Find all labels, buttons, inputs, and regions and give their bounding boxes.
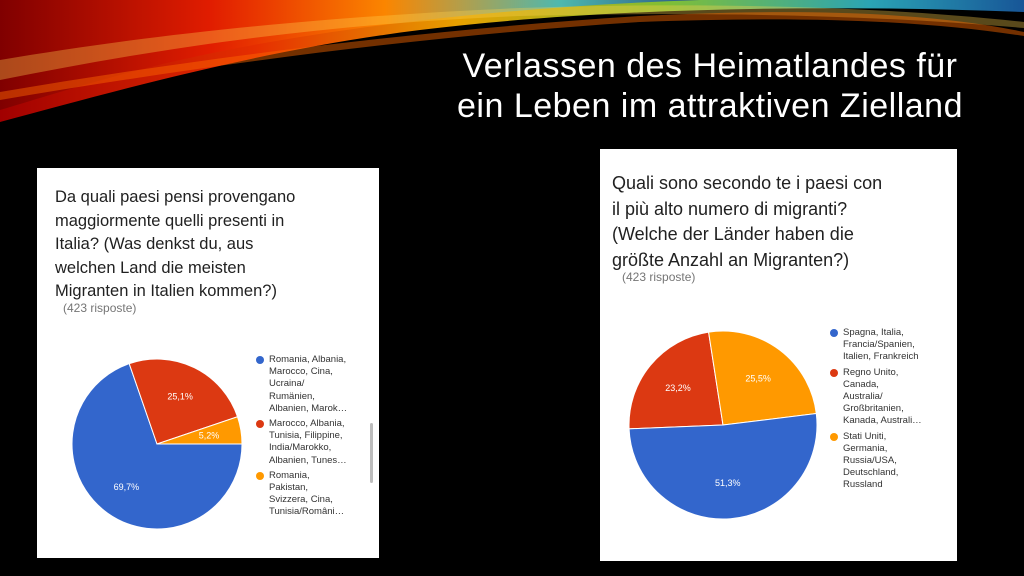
pie-slice-label: 51,3%: [714, 478, 741, 489]
question-line: Quali sono secondo te i paesi con: [612, 173, 883, 193]
legend-label: Regno Unito, Canada, Australia/ Großbritanien, Kanada, Australi…: [843, 366, 922, 427]
survey-card-origin-countries: [37, 168, 379, 558]
question-line: welchen Land die meisten: [55, 258, 246, 277]
legend-item: [830, 431, 950, 492]
question-text: [612, 171, 882, 273]
legend-label: Spagna, Italia, Francia/Spanien, Italien, Frankreich: [843, 327, 919, 363]
legend-item: [830, 327, 950, 364]
pie-chart: [625, 327, 821, 523]
legend-item: [256, 354, 368, 415]
response-count: (423 risposte): [63, 301, 137, 315]
question-line: Italia? (Was denkst du, aus: [55, 235, 254, 253]
question-line: Da quali paesi pensi provengano: [55, 188, 296, 206]
legend-scrollbar[interactable]: [370, 423, 373, 483]
pie-slice-label: 23,2%: [665, 382, 691, 393]
slide-title-line-2: ein Leben im attraktiven Zielland: [457, 87, 963, 125]
survey-card-destination-countries: [600, 149, 957, 561]
legend-label: Marocco, Albania, Tunisia, Filippine, India/Marokko, Albanien, Tunes…: [269, 418, 347, 466]
question-line: Migranten in Italien kommen?): [55, 282, 277, 300]
legend-swatch: [830, 433, 838, 441]
chart-legend: [830, 327, 950, 495]
slide-title-line-1: Verlassen des Heimatlandes für: [462, 47, 958, 85]
pie-chart: [67, 354, 247, 534]
pie-slice-label: 25,5%: [745, 373, 771, 384]
pie-slice-label: 25,1%: [167, 391, 193, 402]
pie-slice-label: 69,7%: [113, 481, 140, 492]
legend-swatch: [830, 329, 838, 337]
legend-swatch: [830, 369, 838, 377]
legend-label: Romania, Pakistan, Svizzera, Cina, Tunisia/Români…: [269, 469, 345, 518]
question-line: größte Anzahl an Migranten?): [612, 249, 850, 270]
legend-label: Romania, Albania, Marocco, Cina, Ucraina/ Rumänien, Albanien, Marok…: [269, 354, 348, 414]
slide-title: [420, 46, 1000, 126]
question-line: maggiormente quelli presenti in: [55, 211, 285, 230]
legend-item: [830, 367, 950, 428]
question-text: [55, 186, 295, 304]
question-line: il più alto numero di migranti?: [612, 198, 848, 219]
chart-legend: [256, 354, 368, 522]
pie-slice: [629, 414, 817, 519]
pie-slice: [629, 332, 723, 429]
pie-slice-label: 5,2%: [198, 430, 220, 441]
legend-swatch: [256, 356, 264, 364]
legend-label: Stati Uniti, Germania, Russia/USA, Deutschland, Russland: [843, 430, 899, 491]
question-line: (Welche der Länder haben die: [612, 224, 854, 244]
legend-swatch: [256, 472, 264, 480]
legend-item: [256, 418, 368, 467]
legend-item: [256, 470, 368, 519]
legend-swatch: [256, 420, 264, 428]
response-count: (423 risposte): [622, 270, 696, 284]
